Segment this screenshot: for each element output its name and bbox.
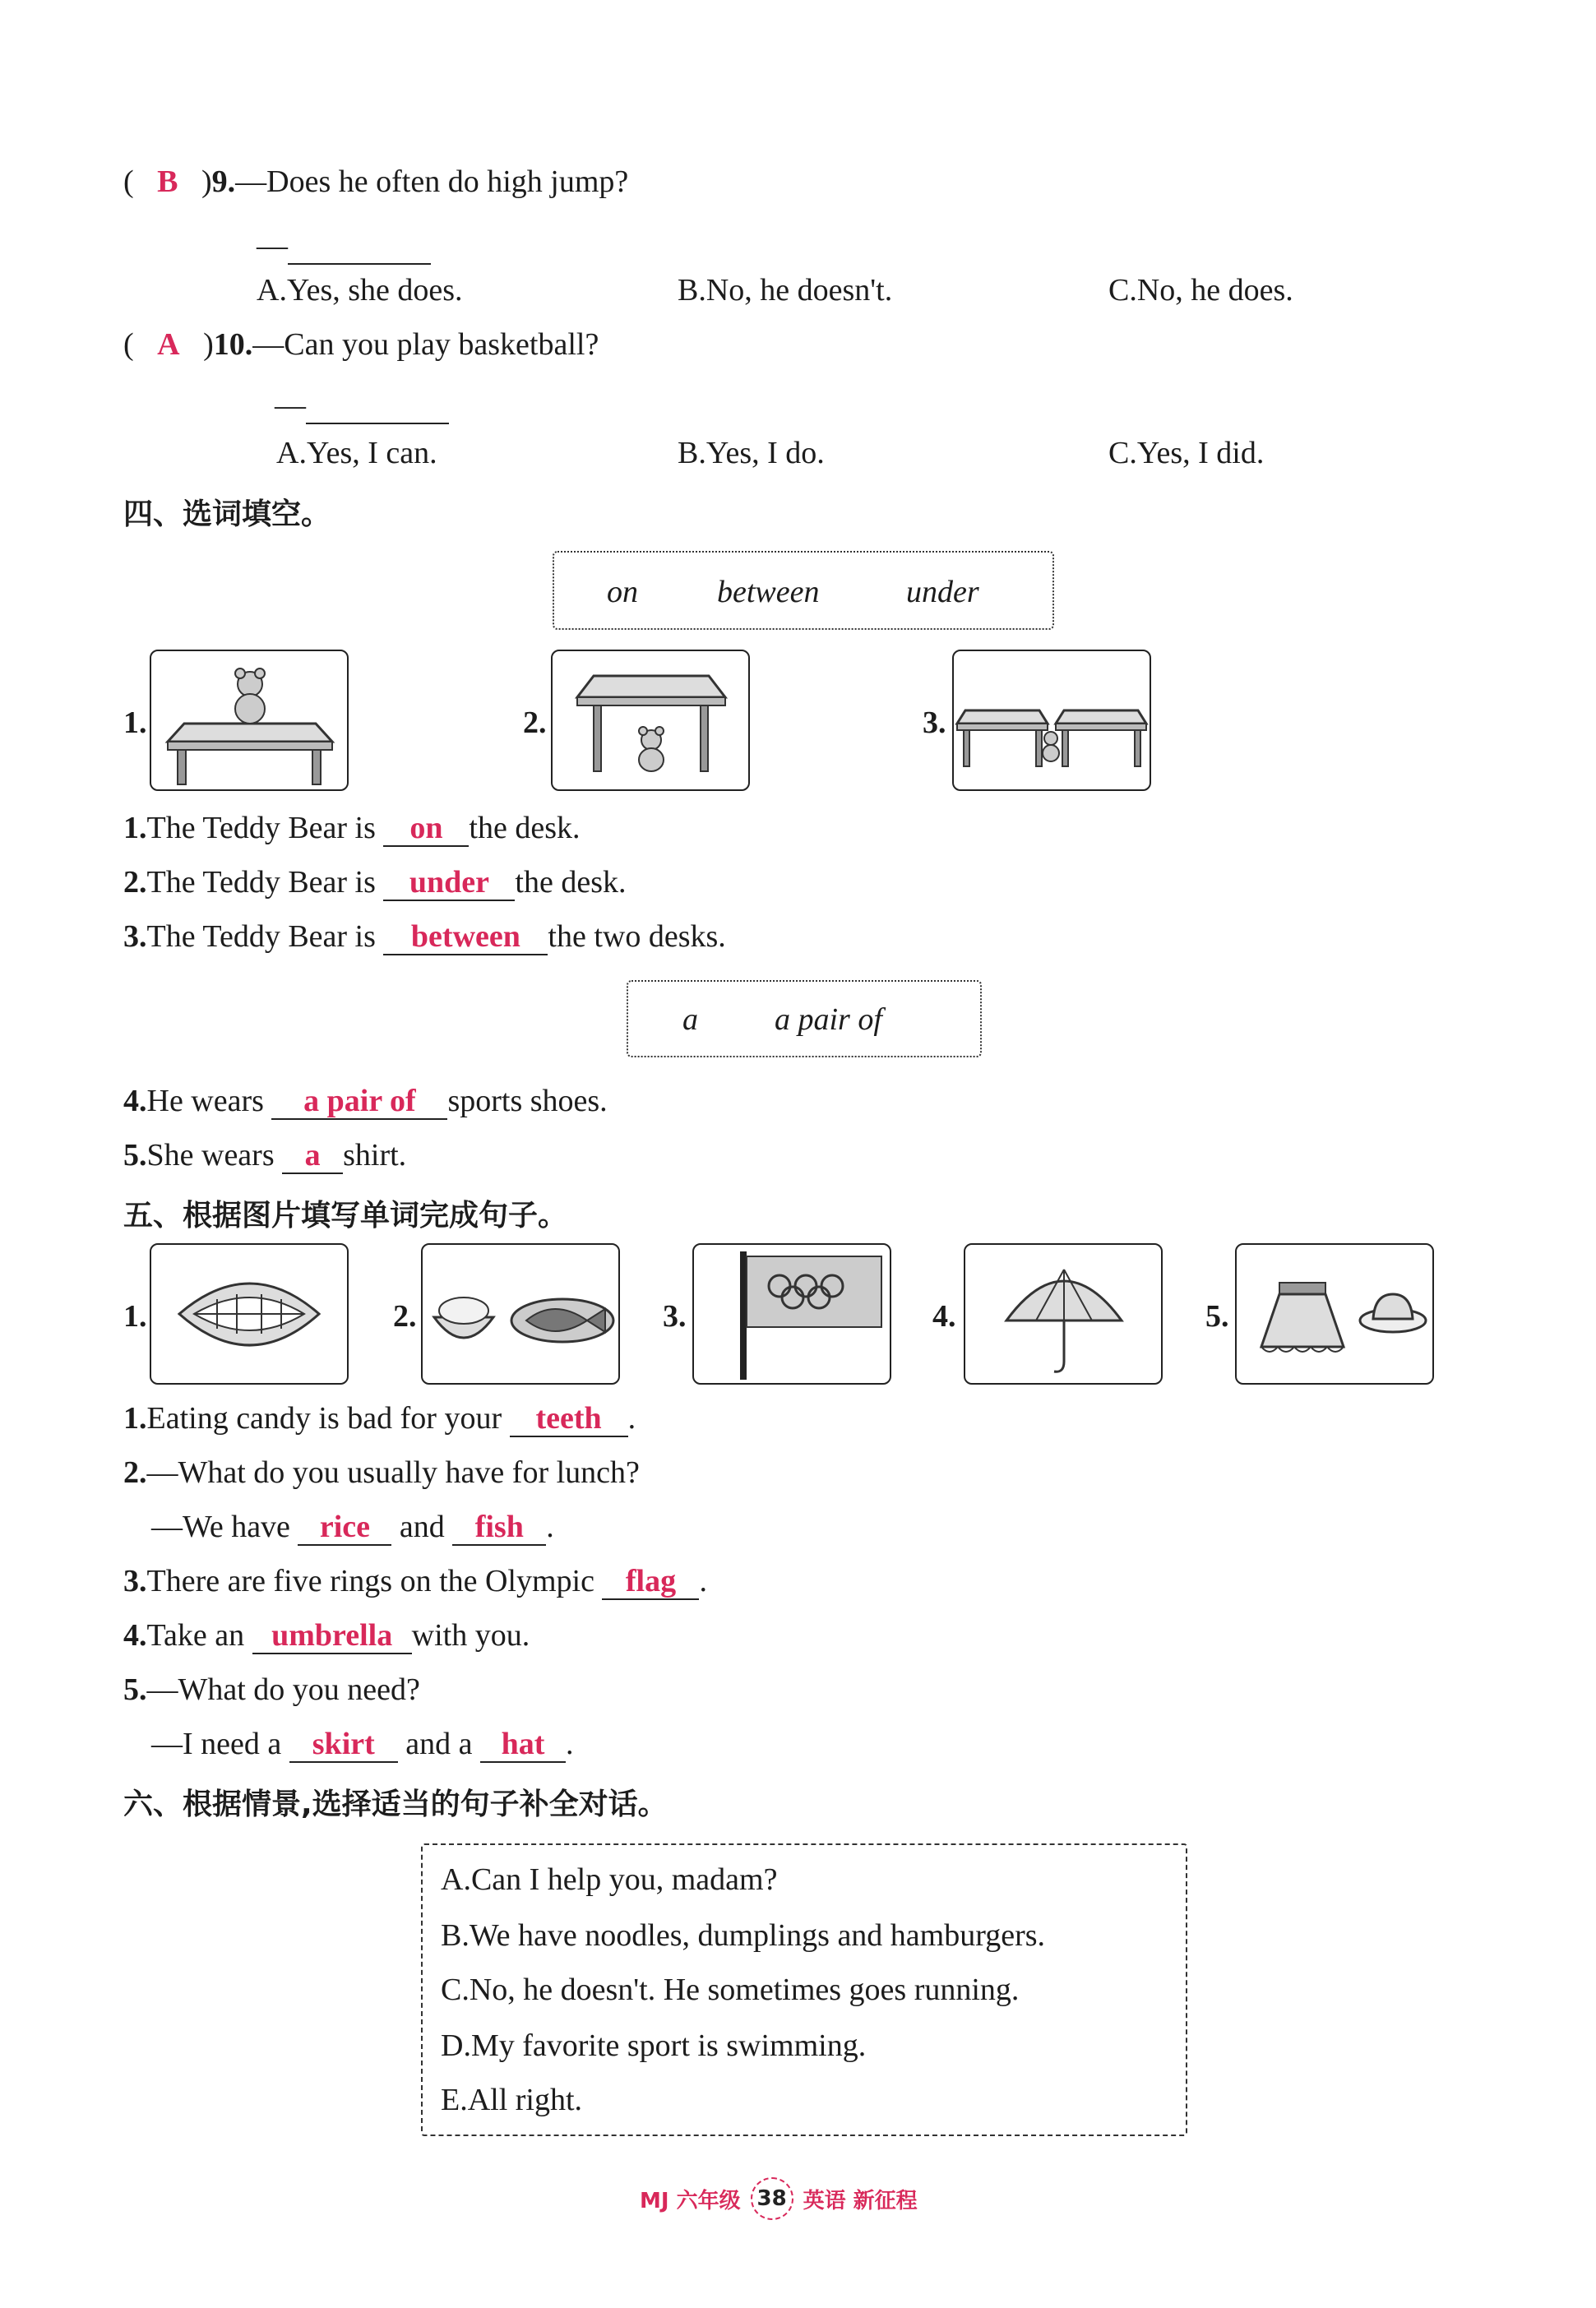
section4-heading: 四、选词填空。: [123, 497, 331, 531]
page-number: 38: [751, 2177, 793, 2220]
footer-right: 英语 新征程: [803, 2188, 918, 2213]
s4-answer-5: a: [282, 1140, 343, 1174]
s5-sentence-1: 1.Eating candy is bad for your teeth .: [123, 1401, 636, 1436]
bear-between-desks-image: [952, 650, 1151, 791]
q9-option-a: A.Yes, she does.: [257, 273, 463, 308]
section5-heading: 五、根据图片填写单词完成句子。: [123, 1199, 568, 1233]
q9-option-c: C.No, he does.: [1108, 273, 1293, 308]
dialogue-option-a: A.Can I help you, madam?: [441, 1862, 778, 1897]
s4-sentence-1: 1.The Teddy Bear is on the desk.: [123, 811, 581, 845]
olympic-flag-image: [692, 1243, 891, 1385]
s5-answer-3: flag: [602, 1566, 699, 1600]
dialogue-option-d: D.My favorite sport is swimming.: [441, 2028, 867, 2063]
q10-option-b: B.Yes, I do.: [678, 436, 825, 470]
pic5-label-1: 1.: [123, 1299, 147, 1334]
pic5-label-2: 2.: [393, 1299, 417, 1334]
s5-sentence-3: 3.There are five rings on the Olympic flag .: [123, 1564, 707, 1598]
q10-answer: A: [157, 327, 180, 362]
s5-sentence-2: 2.—What do you usually have for lunch?: [123, 1455, 640, 1490]
s4-sentence-4: 4.He wears a pair of sports shoes.: [123, 1084, 608, 1118]
q10-text: —Can you play basketball?: [252, 327, 599, 362]
s4-answer-4: a pair of: [271, 1085, 447, 1120]
pic4-label-2: 2.: [523, 705, 547, 740]
q9-answer: B: [157, 164, 178, 199]
q10-option-c: C.Yes, I did.: [1108, 436, 1265, 470]
s5-answer-2a: rice: [298, 1511, 391, 1546]
dialogue-option-c: C.No, he doesn't. He sometimes goes running.: [441, 1973, 1020, 2007]
dialogue-options-box: [421, 1843, 1187, 2136]
s5-answer-4: umbrella: [252, 1620, 412, 1654]
bear-under-desk-image: [551, 650, 750, 791]
word-under: under: [906, 575, 979, 609]
s5-answer-5a: skirt: [289, 1728, 398, 1763]
q9-reply-blank: —: [257, 230, 431, 265]
section6-heading: 六、根据情景,选择适当的句子补全对话。: [123, 1788, 668, 1821]
q9-text: —Does he often do high jump?: [235, 164, 629, 199]
word-a-pair-of: a pair of: [775, 1002, 882, 1037]
footer-left: MJ 六年级: [640, 2188, 741, 2213]
q10-paren: ( A )10.—Can you play basketball?: [123, 327, 599, 362]
umbrella-image: [964, 1243, 1163, 1385]
word-box-prepositions: [553, 551, 1054, 630]
word-a: a: [682, 1002, 698, 1037]
pic5-label-3: 3.: [663, 1299, 687, 1334]
s4-sentence-2: 2.The Teddy Bear is under the desk.: [123, 865, 627, 900]
s5-answer-5b: hat: [480, 1728, 566, 1763]
s5-answer-2b: fish: [452, 1511, 546, 1546]
dialogue-option-e: E.All right.: [441, 2083, 583, 2117]
word-box-articles: [627, 980, 982, 1057]
q9-paren: ( B )9.—Does he often do high jump?: [123, 164, 629, 199]
s4-answer-1: on: [383, 812, 469, 847]
s4-sentence-3: 3.The Teddy Bear is between the two desks.: [123, 919, 726, 954]
s5-sentence-5-reply: —I need a skirt and a hat .: [151, 1727, 574, 1761]
s4-answer-2: under: [383, 867, 515, 901]
q10-reply-blank: —: [275, 390, 449, 424]
pic4-label-1: 1.: [123, 705, 147, 740]
bear-on-desk-image: [150, 650, 349, 791]
s4-sentence-5: 5.She wears a shirt.: [123, 1138, 407, 1173]
q10-option-a: A.Yes, I can.: [276, 436, 437, 470]
word-on: on: [607, 575, 638, 609]
pic5-label-4: 4.: [932, 1299, 956, 1334]
q9-option-b: B.No, he doesn't.: [678, 273, 893, 308]
s4-answer-3: between: [383, 921, 548, 955]
s5-sentence-4: 4.Take an umbrella with you.: [123, 1618, 530, 1653]
page-footer: [640, 2177, 918, 2220]
pic4-label-3: 3.: [923, 705, 946, 740]
pic5-label-5: 5.: [1205, 1299, 1229, 1334]
teeth-image: [150, 1243, 349, 1385]
dialogue-option-b: B.We have noodles, dumplings and hamburgers.: [441, 1918, 1046, 1953]
rice-and-fish-image: [421, 1243, 620, 1385]
s5-sentence-5: 5.—What do you need?: [123, 1672, 420, 1707]
skirt-and-hat-image: [1235, 1243, 1434, 1385]
s5-answer-1: teeth: [510, 1403, 628, 1437]
word-between: between: [717, 575, 820, 609]
s5-sentence-2-reply: —We have rice and fish .: [151, 1510, 554, 1544]
